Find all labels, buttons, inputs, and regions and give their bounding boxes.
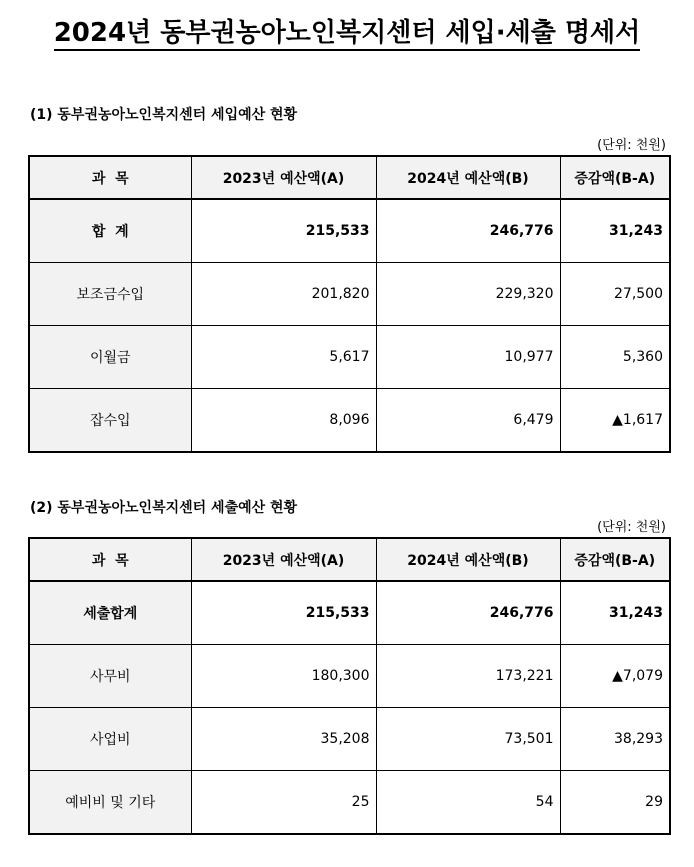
cell-2023: 215,533 [191,199,376,263]
cell-diff: 27,500 [560,263,670,326]
income-unit-label: (단위: 천원) [597,138,666,153]
expense-header-row [29,538,670,581]
row-label: 보조금수입 [29,263,191,326]
row-label: 이월금 [29,326,191,389]
page-title [0,12,694,49]
cell-2023: 5,617 [191,326,376,389]
row-label: 잡수입 [29,389,191,453]
cell-2023: 201,820 [191,263,376,326]
income-section-heading: (1) 동부권농아노인복지센터 세입예산 현황 [30,107,298,123]
cell-diff: 29 [560,771,670,835]
cell-2024: 229,320 [376,263,560,326]
table-row [29,199,670,263]
cell-2024: 246,776 [376,199,560,263]
table-row [29,771,670,835]
row-label: 합 계 [29,199,191,263]
col-header-subject: 과 목 [29,538,191,581]
expense-section-heading: (2) 동부권농아노인복지센터 세출예산 현황 [30,500,298,516]
table-row [29,708,670,771]
cell-2023: 35,208 [191,708,376,771]
table-row [29,581,670,645]
row-label: 사무비 [29,645,191,708]
col-header-subject: 과 목 [29,156,191,199]
cell-diff: 31,243 [560,199,670,263]
cell-diff: 38,293 [560,708,670,771]
table-row [29,263,670,326]
cell-diff: ▲7,079 [560,645,670,708]
cell-diff: ▲1,617 [560,389,670,453]
cell-2024: 173,221 [376,645,560,708]
cell-2024: 54 [376,771,560,835]
table-row [29,389,670,453]
col-header-2023: 2023년 예산액(A) [191,156,376,199]
income-header-row [29,156,670,199]
cell-2024: 6,479 [376,389,560,453]
col-header-diff: 증감액(B-A) [560,538,670,581]
cell-diff: 5,360 [560,326,670,389]
col-header-diff: 증감액(B-A) [560,156,670,199]
col-header-2023: 2023년 예산액(A) [191,538,376,581]
row-label: 세출합계 [29,581,191,645]
income-table [28,155,671,453]
cell-diff: 31,243 [560,581,670,645]
cell-2023: 8,096 [191,389,376,453]
table-row [29,645,670,708]
cell-2024: 10,977 [376,326,560,389]
cell-2024: 246,776 [376,581,560,645]
page-title-text: 2024년 동부권농아노인복지센터 세입·세출 명세서 [54,18,641,51]
expense-table [28,537,671,835]
cell-2024: 73,501 [376,708,560,771]
cell-2023: 180,300 [191,645,376,708]
expense-unit-label: (단위: 천원) [597,520,666,535]
table-row [29,326,670,389]
cell-2023: 215,533 [191,581,376,645]
row-label: 사업비 [29,708,191,771]
row-label: 예비비 및 기타 [29,771,191,835]
col-header-2024: 2024년 예산액(B) [376,156,560,199]
col-header-2024: 2024년 예산액(B) [376,538,560,581]
cell-2023: 25 [191,771,376,835]
